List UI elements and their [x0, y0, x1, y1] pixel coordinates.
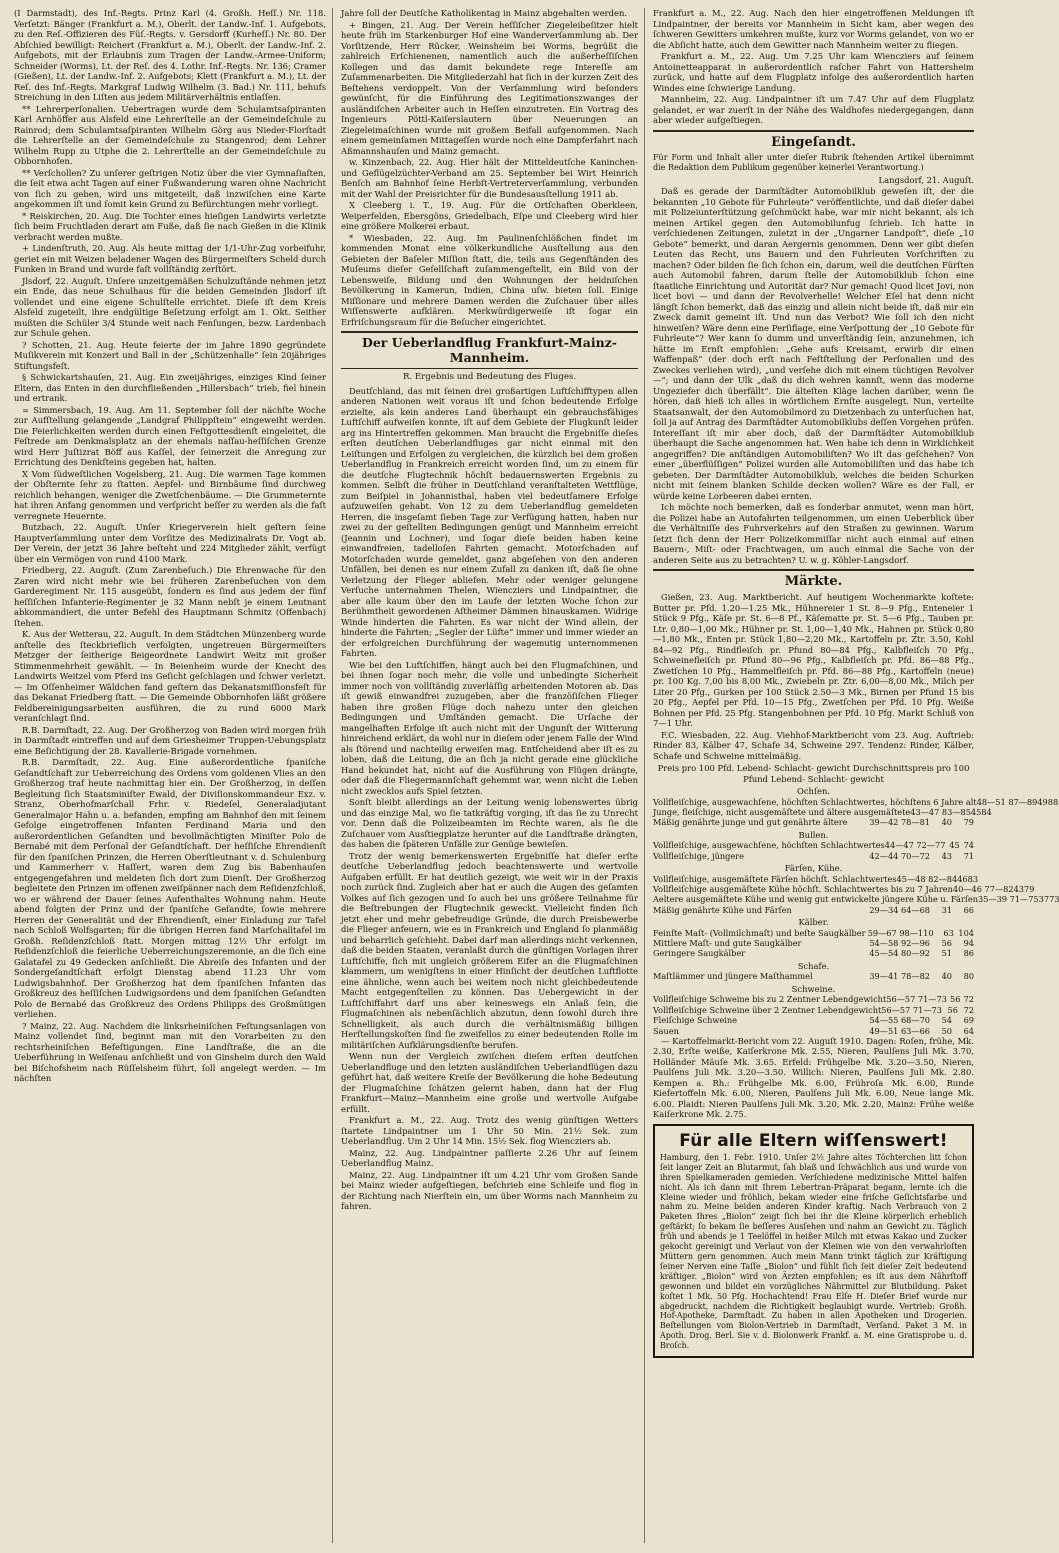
flight-para: Sonſt bleibt allerdings an der Leitung wenig lobenswertes übrig und das einzige Mal, wo ſie tatkräftig vorging, iſt das ſie zu Unrecht vor. Denn daß die Polizeibeamten im Rechte waren, als ſie die Zuſchauer vom Ausſtiegplatze herunter auf die Landſtraße drängten, das haben die ſpäteren Unfälle zur Genüge bewieſen.: [341, 797, 638, 849]
market-row-avg-live: 40: [941, 971, 952, 982]
market-wiesbaden: F.C. Wiesbaden, 22. Aug. Viehhof-Marktbericht vom 23. Aug. Auftrieb: Rinder 83, Kälber 47, Schafe 34, Schweine 297. Tendenz: Rinder, Kälber, Schafe und Schweine mittelmäßig.: [653, 729, 974, 761]
market-row-range: 48—51 87—89: [976, 796, 1038, 807]
flight-headline: Der Ueberlandflug Frankfurt-Mainz-Mannheim.: [362, 335, 617, 365]
market-price-row: [653, 894, 1059, 905]
flight-report: Frankfurt a. M., 22. Aug. Nach den hier eingetroffenen Meldungen iſt Lindpaintner, der bereits vor Mannheim in Sicht kam, aber wegen des ſchweren Gewitters umkehren mußte, kurz vor Worms gelandet, von wo er die Abſicht hatte, auch dem Gewitter nach Mannheim weiter zu fliegen.: [653, 8, 974, 50]
market-row-label: Feinſte Maſt- (Vollmilchmaſt) und beſte Saugkälber: [653, 927, 866, 938]
market-row-avg-slaughter: 72: [963, 994, 974, 1005]
market-price-row: [653, 1015, 974, 1025]
market-row-avg-slaughter: 74: [963, 840, 974, 851]
section-divider: [653, 569, 974, 571]
flight-report: Mainz, 22. Aug. Lindpaintner iſt um 4.21 Uhr vom Großen Sande bei Mainz wieder aufgeſtiegen, beſchrieb eine Schleife und flog in der Richtung nach Nierſtein ein, um über Worms nach Mannheim zu fahren.: [341, 1169, 638, 1211]
market-row-label: Vollfleiſchige Schweine bis zu 2 Zentner Lebendgewicht: [653, 994, 887, 1005]
eingesandt-disclaimer: Für Form und Inhalt aller unter dieſer Rubrik ſtehenden Artikel übernimmt die Redaktion dem Publikum gegenüber keinerlei Verantwortung.): [653, 152, 974, 172]
market-row-avg-live: 51: [941, 948, 952, 959]
market-price-row: [653, 1005, 974, 1015]
article-ilsdorf: Jlsdorf, 22. Auguſt. Unſere unzeitgemäßen Schulzuſtände nehmen jetzt ein Ende, das neue Schulhaus für die beiden Gemeinden Jlsdorf iſt vollendet und eine eigene Schulſtelle errichtet. Dieſe iſt dem Kreis Alsfeld zugeteilt, ihre endgültige Beſetzung erfolgt am 1. Okt. Seither mußten die Schüler 3/4 Stunde weit nach Fenſungen, bezw. Lardenbach zur Schule gehen.: [14, 275, 326, 338]
article-vogelsberg: X Vom ſüdweſtlichen Vogelsberg, 21. Aug. Die warmen Tage kommen der Obſternte ſehr zu ſtatten. Aepfel- und Birnbäume ſind durchweg reichlich behangen, weniger die Zwetſchenbäume. — Die Grummeternte hat ihren Anfang genommen und verſpricht beſſer zu werden als die faſt verregnete Heuernte.: [14, 468, 326, 521]
article-katholikentag: Jahre ſoll der Deutſche Katholikentag in Mainz abgehalten werden.: [341, 8, 628, 18]
market-row-label: Junge, fleiſchige, nicht ausgemäſtete und ältere ausgemäſtete: [653, 806, 911, 817]
market-row-avg-live: 56: [941, 938, 952, 949]
market-row-range: 59—67 98—110: [867, 927, 934, 938]
market-row-range: 45—48 82—84: [896, 873, 958, 884]
market-potato: — Kartoffelmarkt-Bericht vom 22. Auguſt 1910. Dagen: Roſen, frühe, Mk. 2.30, Erſte weiße, Kaiſerkrone Mk. 2.55, Nieren, Paulſens Juli Mk. 3.70, Holländer Mäuſe Mk. 3.65. Erfeld: Frühgelbe Mk. 3.20—3.50, Nieren, Paulſens Juli Mk. 3.20—3.50. Willich: Nieren, Paulſens Juli Mk. 2.80. Kempen a. Rh.: Frühgelbe Mk. 6.00, Frühroſa Mk. 6.00, Runde Kiefertoffeln Mk. 6.00, Nieren, Paulſens Juli Mk. 6.00, Neue lange Mk. 6.00. Plaidt: Nieren Paulſens Juli Mk. 3.20, Mk. 2.20, Mainz: Frühe weiße Kaiſerkrone Mk. 2.75.: [653, 1035, 974, 1120]
market-row-label: Vollfleiſchige, ausgemäſtete Färſen höchſt. Schlachtwertes: [653, 873, 897, 884]
market-row-avg-live: 63: [943, 927, 954, 938]
market-row-avg-live: 49: [1037, 796, 1048, 807]
article-wiesbaden-exhibition: * Wiesbaden, 22. Aug. Im Paulinenſchlößchen findet im kommenden Monat eine völkerkundliche Ausſtellung aus den Gebieten der Baſeler Miſſion ſtatt, die, teils aus Gegenſtänden des Muſeums dieſer Geſellſchaft zuſammengeſtellt, ein Bild von der Lebensweiſe, Bildung und den Wohnungen der heidniſchen Bevölkerung in Kamerun, Indien, China uſw. bieten ſoll. Einige Miſſionare und mehrere Damen werden die Zuſchauer über alles Wiſſenswerte aufklären. Merkwürdigerweiſe iſt ſogar ein Erfriſchungsraum für die Beſucher eingerichtet.: [341, 232, 638, 327]
article-schwickartshausen: § Schwickartshauſen, 21. Aug. Ein zweijähriges, einziges Kind ſeiner Eltern, das Enten in den durchfließenden „Hillersbach“ trieb, fiel hinein und ertrank.: [14, 372, 326, 403]
market-group-title: Schweine.: [791, 983, 836, 994]
eingesandt-title: Eingeſandt.: [771, 134, 856, 150]
market-row-avg-live: 31: [941, 904, 952, 915]
flight-report: Frankfurt a. M., 22. Aug. Um 7.25 Uhr kam Wiencziers auf ſeinem Antoinetteapparat in außerordentlich raſcher Fahrt von Hattersheim zurück, und hatte auf dem Flugplatz infolge des außerordentlich harten Windes eine ſchwierige Landung.: [653, 51, 974, 93]
market-group-title: Bullen.: [798, 829, 829, 840]
market-row-avg-slaughter: 69: [963, 1015, 974, 1026]
market-row-range: 54—58 92—96: [869, 938, 930, 949]
market-row-range: 56—57 71—73: [881, 1004, 942, 1015]
market-row-range: 49—51 63—66: [869, 1025, 930, 1036]
market-row-range: 54—55 68—70: [869, 1015, 930, 1026]
advertisement-title: Für alle Eltern wiſſenswert!: [679, 1130, 948, 1151]
flight-subhead: R. Ergebnis und Bedeutung des Fluges.: [402, 372, 577, 382]
market-row-avg-slaughter: 80: [963, 971, 974, 982]
market-row-label: Mäßig genährte Kühe und Färſen: [653, 904, 792, 915]
market-price-row: [653, 994, 974, 1004]
market-row-avg-live: 43: [941, 850, 952, 861]
article-butzbach: Butzbach, 22. Auguſt. Unſer Kriegerverein hielt geſtern ſeine Hauptverſammlung unter dem Vorſitze des Medizinalrats Dr. Vogt ab. Der Verein, der jetzt 36 Jahre beſteht und 224 Mitglieder zählt, verfügt über ein Vermögen von rund 4100 Mark.: [14, 522, 326, 564]
article-darmstadt-spanish-embassy: R.B. Darmſtadt, 22. Aug. Eine außerordentliche ſpaniſche Geſandtſchaft zur Ueberreichung des Ordens vom goldenen Vlies an den Großherzog traf heute nachmittag hier ein. Der Großherzog, in deſſen Begleitung ſich Staatsminiſter Ewald, der Diviſionskommandeur Exz. v. Stranz, Oberhofmarſchall Frhr. v. Riedeſel, Generaladjutant Generalmajor Hahn u. a. befanden, empfing am Bahnhof den mit ſeinem Gefolge eingetroffenen Infanten Ferdinand Maria und den außerordentlichen Geſandten und bevollmächtigten Miniſter Polo de Bernabé mit dem Perſonal der Geſandtſchaft. Der heſſiſche Ehrendienſt für den ſpaniſchen Prinzen, die Herren Oberſtleutnant v. d. Schulenburg und Kammerherr v. Haſſert, waren dem Zug bis Babenhauſen entgegengefahren und meldeten ſich dort zum Dienſt. Der Großherzog begleitete den Prinzen im offenen zweiſpänner nach dem Reſidenzſchloß, wo er während der Dauer ſeines Aufenthaltes Wohnung nahm. Heute abend folgten der Prinz und der ſpaniſche Geſandte, ſowie mehrere Herren der Generalität und der Ehrendienſt, einer Einladung zur Tafel nach Schloß Wolfsgarten; für die übrigen Herren fand Marſchalltafel im Großh. Reſidenzſchloß ſtatt. Morgen mittag 12½ Uhr erfolgt im Reſidenzſchloß die feierliche Ueberreichungszeremonie, an die ſich eine Galatafel zu 49 Gedecken anſchließt. Die Abreiſe des Infanten und der Sondergeſandtſchaft erfolgt Dienstag abend 11.23 Uhr vom Ludwigsbahnhof. Der Großherzog hat dem ſpaniſchen Infanten das Großkreuz des heſſiſchen Ludwigsordens und dem ſpaniſchen Geſandten Polo de Bernabé das Großkreuz des Ordens Philipps des Großmütigen verliehen.: [14, 757, 326, 1019]
market-row-avg-slaughter: 88: [1047, 796, 1059, 807]
market-row-avg-slaughter: 86: [963, 948, 974, 959]
market-row-avg-slaughter: 83: [967, 873, 979, 884]
market-price-row: [653, 1026, 974, 1036]
market-row-avg-live: 43: [1013, 883, 1024, 894]
market-price-row: [653, 971, 974, 981]
article-teacher-personnel: ** Lehrerperſonalien. Uebertragen wurde dem Schulamtsaſpiranten Karl Arnhöffer aus Alsfeld eine Lehrerſtelle an der Gemeindeſchule zu Rainrod; dem Schulamtsaſpiranten Wilhelm Görg aus Nieder-Florſtadt die Lehrerſtelle an der Gemeindeſchule zu Stangenrod; dem Lehrer Wilhelm Rupp zu Utphe die 2. Lehrerſtelle an der Gemeindeſchule zu Obbornhofen.: [14, 103, 326, 166]
market-row-avg-live: 45: [949, 840, 960, 851]
market-row-label: Geringere Saugkälber: [653, 948, 746, 959]
market-price-row: [653, 883, 1035, 894]
column-left: [14, 8, 332, 1543]
market-price-row: [653, 938, 974, 948]
headline-underline: [341, 368, 638, 369]
flight-para: Trotz der wenig bemerkenswerten Ergebniſſe hat dieſer erſte deutſche Ueberlandflug jedoch beachtenswerte und wertvolle Aufgaben erfüllt. Er hat deutlich gezeigt, wie weit wir in der Praxis noch zurück ſind. Zugleich aber hat er auch die Augen des geſamten Volkes auf ſich gezogen und ſo auch bei uns größere Teilnahme für die Beſtrebungen der Flugtechnik geweckt. Vielleicht finden ſich jetzt eher und mehr gebefreudige Gründe, die durch Preisbewerbe die Flieger anfeuern, wie es in Frankreich und England ſo planmäßig und beharrlich geſchieht. Dabei darf man allerdings nicht verkennen, daß die beiden Staaten, veranlaßt durch die günſtigen Vorlagen ihrer Luftſchiffe, ſich mit ungleich größerem Eifer an die Flugmaſchinen klammern, um wenigſtens in einer Hinſicht der deutſchen Luftflotte eine ähnliche, wenn auch bei weitem noch nicht gleichbedeutende Macht entgegenſtellen zu können. Das Uebergewicht in der Luftſchiffahrt darf uns aber keineswegs ein Anlaß ſein, die Flugmaſchinen als nebenſächlich abzutun, denn ſowohl durch ihre Schnelligkeit, als auch durch die verhältnismäßig billigen Herſtellungskoſten ſind ſie zweifellos zu einer bedeutenden Rolle im militäriſchen Aufklärungsdienſte berufen.: [341, 850, 638, 1050]
market-row-label: Vollfleiſchige Schweine über 2 Zentner Lebendgewicht: [653, 1004, 882, 1015]
market-row-label: Maſtlämmer und jüngere Maſthammel: [653, 971, 813, 982]
market-row-avg-live: 40: [941, 817, 952, 828]
market-row-avg-slaughter: 84: [981, 806, 992, 817]
article-friedberg: Friedberg, 22. Auguſt. (Zum Zarenbeſuch.) Die Ehrenwache für den Zaren wird nicht mehr wie bei früheren Zarenbeſuchen von dem Garderegiment Nr. 115 ausgeübt, ſondern es ſind aus jedem der fünf heſſiſchen Infanterie-Regimenter je 32 Mann nebſt je einem Leutnant abkommandiert, die unter Befehl des Hauptmann Schmitz (Offenbach) ſtehen.: [14, 565, 326, 628]
market-row-label: Vollfleiſchige ausgemäſtete Kühe höchſt. Schlachtwertes bis zu 7 Jahren: [653, 883, 953, 894]
market-price-row: [653, 905, 974, 915]
section-divider: [341, 331, 638, 333]
market-row-label: Vollfleiſchige, jüngere: [653, 850, 744, 861]
article-lindenstruth: + Lindenſtruth, 20. Aug. Als heute mittag der 1/1-Uhr-Zug vorbeifuhr, geriet ein mit Weizen beladener Wagen des Bürgermeiſters Scheld durch Funken in Brand und wurde faſt vollſtändig zerſtört.: [14, 243, 326, 274]
market-giessen: Gießen, 23. Aug. Marktbericht. Auf heutigem Wochenmarkte koſtete: Butter pr. Pfd. 1.20—1.25 Mk., Hühnereier 1 St. 8—9 Pfg., Enteneier 1 Stück 9 Pfg., Käſe pr. St. 6—8 Pf., Käſematte pr. St. 5—6 Pfg., Tauben pr. Ltr. 0,80—1,00 Mk., Hühner pr. St. 1,00—1,40 Mk., Hahnen pr. Stück 0,80—1,80 Mk., Enten pr. Stück 1,80—2,20 Mk., Kartoffeln pr. Ztr. 3.50, Kohl 84—92 Pfg., Rindfleiſch pr. Pfund 80—84 Pfg., Kalbfleiſch 70 Pfg., Schweinefleiſch pr. Pfund 80—96 Pfg., Kalbfleiſch pr. Pfd. 86—88 Pfg., Zwetſchen 10 Pfg., Hammelfleiſch pr. Pfd. 86—88 Pfg., Kartoffeln (neue) pr. 100 Kg. 7,00 bis 8,00 Mk., Zwiebeln pr. Ztr. 6,00—8,00 Mk., Milch per Liter 20 Pfg., Gurken per 100 Stück 2.50—3 Mk., Birnen per Pfund 15 bis 20 Pfg., Aepfel per Pfd. 10—15 Pfg., Zwetſchen per Pfd. 10 Pfg. Weiße Bohnen per Pfd. 25 Pfg. Stangenbohnen per Pfd. 10 Pfg. Markt Schluß von 7—1 Uhr.: [653, 592, 974, 728]
market-row-label: Mittlere Maſt- und gute Saugkälber: [653, 938, 802, 949]
market-row-avg-slaughter: 104: [958, 927, 974, 938]
article-kinzenbach: w. Kinzenbach, 22. Aug. Hier hält der Mitteldeutſche Kaninchen- und Geflügelzüchter-Verband am 25. September bei Wirt Heinrich Benſch am Bahnhof ſeine Herbſt-Vertreterverſammlung, verbunden mit der Wahl der Preisrichter für die Bundesausſtellung 1911 ab.: [341, 157, 638, 199]
market-row-label: Fleiſchige Schweine: [653, 1015, 738, 1026]
market-row-label: Aeltere ausgemäſtete Kühe und wenig gut entwickelte jüngere Kühe u. Färſen: [653, 894, 978, 905]
market-row-avg-slaughter: 64: [963, 1025, 974, 1036]
market-row-label: Vollfleiſchige, ausgewachſene, höchſten Schlachtwertes, höchſtens 6 Jahre alt: [653, 796, 977, 807]
market-row-label: Mäßig genährte junge und gut genährte ältere: [653, 817, 848, 828]
market-row-range: 44—47 72—77: [884, 840, 946, 851]
eingesandt-letter: Ich möchte noch bemerken, daß es ſonderbar anmutet, wenn man hört, die Polizei habe an Autofahrten teilgenommen, um einen Ueberblick über die Verhältniſſe des Fuhrverkehrs auf den Straßen zu gewinnen. Warum ſetzt ſich denn der Herr Polizeikommiſſar nicht auch einmal auf einen Bauern-, Miſt- oder Frachtwagen, um auch einmal die Sache von der anderen Seite aus zu betrachten? U. w. g. Köhler-Langsdorf.: [653, 502, 974, 565]
market-row-avg-live: 46: [957, 873, 968, 884]
flight-para: Wenn nun der Vergleich zwiſchen dieſem erſten deutſchen Ueberlandfluge und den letzten ausländiſchen Ueberlandflügen dazu geführt hat, daß weitere Kreiſe der Bevölkerung die hohe Bedeutung der Flugmaſchine ſchätzen gelernt haben, dann hat der Flug Frankfurt—Mainz—Mannheim eine große und wertvolle Aufgabe erfüllt.: [341, 1051, 638, 1114]
advertisement-box: [653, 1124, 974, 1358]
market-row-range: 40—46 77—82: [952, 883, 1014, 894]
maerkte-title: Märkte.: [784, 574, 843, 589]
column-middle: [332, 8, 644, 1543]
eingesandt-letter: Daß es gerade der Darmſtädter Automobilklub geweſen iſt, der die bekannten „10 Gebote für Fuhrleute“ veröffentlichte, und daß dieſer dabei mit Polizeiunterſtützung geſchmückt habe, war mir nicht bekannt, als ich meinen Artikel gegen den Automobilunfug ſchrieb. Ich hatte in verſchiedenen Zeitungen, zuletzt in der „Ungarner Landpoſt“, dieſe „10 Gebote“ bemerkt, und daran Aergernis genommen. Denn wer gibt dieſen Leuten das Recht, uns Bauern und den Fuhrleuten Vorſchriften zu machen? Oder bilden ſie ſich ſchon ein, darum, weil die deutſchen Fürſten auch Automobil fahren, darum ſtelle der Automobilklub ſchon eine ſtaatliche Einrichtung und Autorität dar? Nur gemach! Quod licet Jovi, non licet bovi — und dann der Revolverhelle! Welcher Eſel hat denn nicht längſt ſchon bemerkt, daß das einzig und allein nicht beide iſt, daß mir ein Zweck damit gemeint iſt. Und nun das Verbot? Wie ſoll ich den nicht hinweiſen? Wäre denn eine Perſiflage, eine Verſpottung der „10 Gebote für Fuhrleute“? Wer kann ſo dumm und unverſtändig ſein, anzunehmen, ich hätte im Ernſt empfohlen: „Gehe aufs Kreisamt, erwirb dir einen Waffenpaß“ (der doch erſt nach Feſtſtellung der Perſonalien und des Zweckes verliehen wird), „und verſehe dich mit einem tüchtigen Revolver —“; und dann der Ulk „daß du dich wehren kannſt, wenn das moderne Ungeziefer dich überfällt“. Die älteſten Kläge lachen darüber, wenn ſie hören, daß hieß ich alles in wörtlichem Ernſte ausgelegt. Nun, verteilte Staatsanwalt, der den Automobilmord zu Dietzenbach zu unterſuchen hat, ſoll ja auf Antrag des Darmſtädter Automobilklubs deſſen Vorgehen prüfen. Intereſſant iſt mir aber doch, daß der Darmſtädter Automobilklub überhaupt die Sache angenommen hat. Wen habe ich denn in Wirklichkeit angegriffen? Die anſtändigen Automobiliſten? Wo iſt das geſchehen? Von einer „überflüſſigen“ Polizei wurden alle Automobiliſten und das habe ich gebeten. Der Darmſtädter Automobilklub, welches die beiden Schurken nicht mit ſeinem blanken Schilde decken wollen? Wäre es der Fall, er würde keine Lorbeeren dabei ernten.: [653, 186, 974, 501]
market-row-range: 39—41 78—82: [869, 971, 930, 982]
market-row-range: 35—39 71—75: [977, 894, 1039, 905]
flight-para: Deutſchland, das mit ſeinen drei großartigen Luftſchifftypen allen anderen Nationen weit voraus iſt und ſchon bedeutende Erfolge erzielte, als kein anderes Land überhaupt ein gebrauchsfähiges Luftſchiff aufweiſen konnte, iſt auf dem Gebiete der Flugkunſt leider arg ins Hintertreffen gekommen. Man braucht die Ergebniſſe dieſes erſten deutſchen Ueberlandfluges gar nicht einmal mit den Leiſtungen und Erfolgen zu vergleichen, die kürzlich bei dem großen Ueberlandflug in Frankreich erreicht worden ſind, um zu einem für die deutſche Flugtechnik höchſt bedauernswerten Ergebnis zu kommen. Selbſt die früher in Deutſchland veranſtalteten Wettflüge, zum Beiſpiel in Johannisthal, haben viel bedeutſamere Erfolge aufzuweiſen gehabt. Von 12 zu dem Ueberlandflug gemeldeten Herren, die insgeſamt ſieben Tage zur Verfügung hatten, haben nur zwei zu der geſtellten Bedingungen genügt und Mannheim erreicht (Jeannin und Lochner), und ſogar dieſe beiden haben keine einwandfreien, tadelloſen Fahrten gemacht. Motorſchaden auf Motorſchaden wurde gemeldet, ganz abgeſehen von den anderen Unfällen, bei denen es nur einem Zufall zu danken iſt, daß ſie ohne Verletzung der Flieger abliefen. Mehr oder weniger gelungene Verſuche unternahmen Thelen, Wiencziers und Lindpaintner, die aber alle kaum über den im Laufe der letzten Woche ſchon zur Berühmtheit gewordenen Aſtheimer Dämmen hinauskamen. Widrige Winde hinderten die Fahrten. Es war nicht der Wind allein, der hinderte die Fahrten; „Segler der Lüfte“ immer und immer wieder an der erfolgreichen Durchführung der wagemutig unternommenen Fahrten.: [341, 385, 638, 658]
market-row-avg-live: 50: [941, 1025, 952, 1036]
market-row-range: 39—42 78—81: [869, 817, 930, 828]
market-group-title: Färſen, Kühe.: [784, 863, 843, 874]
article-schotten: ? Schotten, 21. Aug. Heute feierte der im Jahre 1890 gegründete Muſikverein mit Konzert und Ball in der „Schützenhalle“ ſein 20jähriges Stiftungsfeſt.: [14, 339, 326, 371]
market-row-avg-slaughter: 73: [1049, 894, 1059, 905]
market-group-title: Ochſen.: [796, 786, 831, 796]
market-price-row: [653, 873, 979, 884]
eingesandt-dateline: Langsdorf, 21. Auguſt.: [878, 174, 974, 185]
flight-para: Wie bei den Luftſchiffen, hängt auch bei den Flugmaſchinen, und bei ihnen ſogar noch mehr, die volle und unbedingte Sicherheit immer noch von vollſtändig zuverläſſig arbeitenden Motoren ab. Das iſt gewiß einwandfrei zuzugeben, aber die franzöſiſchen Flieger haben ihre großen Flüge doch nahezu unter den gleichen Bedingungen und Umſtänden gemacht. Die Urſache der mangelhaften Erfolge iſt auch nicht mit der Ungunſt der Witterung hinreichend erklärt, da wohl nur in dieſem oder jenem Falle der Wind als ſtörend und nachteilig erweiſen mag. Entſcheidend aber iſt es zu loben, daß die Leitung, die an ſich ja nicht gerade eine glückliche Hand bekundet hat, nicht auf die Ausführung von Flügen drängte, oder daß die Fliegermannſchaft gehemmt war, wenn nicht die Leben nicht zwecklos aufs Spiel ſetzten.: [341, 659, 638, 796]
market-price-row: [653, 796, 1059, 807]
article-darmstadt-baden: R.B. Darmſtadt, 22. Aug. Der Großherzog von Baden wird morgen früh in Darmſtadt eintreffen und auf dem Griesheimer Truppen-Uebungsplatz eine Beſichtigung der 28. Kavallerie-Brigade vornehmen.: [14, 724, 326, 756]
market-row-avg-slaughter: 72: [963, 1004, 974, 1015]
market-price-row: [653, 948, 974, 958]
market-group-title: Kälber.: [798, 917, 829, 928]
market-row-label: Vollfleiſchige, ausgewachſene, höchſten Schlachtwertes: [653, 840, 885, 851]
market-row-range: 43—47 83—85: [910, 806, 971, 817]
market-row-avg-slaughter: 94: [963, 938, 974, 949]
market-row-range: 42—44 70—72: [869, 850, 930, 861]
market-row-avg-live: 56: [950, 994, 961, 1005]
article-mainz-fortifications: ? Mainz, 22. Aug. Nachdem die linksrheiniſchen Feſtungsanlagen von Mainz vollendet ſind, beginnt man mit den Vorarbeiten zu den rechtsrheiniſchen Befeſtigungen. Eine Landſtraße, die an die Ueberführung in Weiſenau anſchließt und von Ginsheim durch den Wald bei Biſchofsheim nach Rüſſelsheim führt, ſoll angelegt werden. — Im nächſten: [14, 1020, 326, 1083]
column-right: [644, 8, 1059, 1543]
market-row-avg-live: 45: [970, 806, 982, 817]
flight-report: Mannheim, 22. Aug. Lindpaintner iſt um 7.47 Uhr auf dem Flugplatz gelandet, er war zuerſt in der Nähe des Waldhofes niedergegangen, dann aber wieder aufgeſtiegen.: [653, 94, 974, 125]
market-row-range: 45—54 80—92: [869, 948, 930, 959]
market-row-avg-slaughter: 79: [963, 817, 974, 828]
article-wetterau: K. Aus der Wetterau, 22. Auguſt. In dem Städtchen Münzenberg wurde anſtelle des ſteckbrieflich verfolgten, ungetreuen Bürgermeiſters Metzger der ſeitherige Beigeordnete Landwirt Weitz mit großer Stimmenmehrheit gewählt. — In Beienheim wurde der Knecht des Landwirts Weitzel vom Pferd ins Geſicht geſchlagen und ſchwer verletzt. — Im Oſſenheimer Wäldchen fand geſtern das Dekanatsmiſſionsfeſt für das Dekanat Friedberg ſtatt. — Die Gemeinde Obbornhofen läßt größere Feldbereinigungsarbeiten ausführen, die zu rund 6000 Mark veranſchlagt ſind.: [14, 629, 326, 723]
market-row-avg-slaughter: 66: [963, 904, 974, 915]
market-price-table: [653, 786, 1059, 1036]
market-price-row: [653, 817, 974, 827]
market-group-title: Schafe.: [797, 960, 830, 971]
market-row-label: Sauen: [653, 1025, 679, 1036]
market-price-row: [653, 806, 992, 817]
article-reiskirchen: * Reiskirchen, 20. Aug. Die Tochter eines hieſigen Landwirts verletzte ſich beim Fruchtladen derart am Fuße, daß ſie nach Gießen in die Klinik verbracht werden mußte.: [14, 210, 326, 242]
market-price-row: [653, 851, 974, 861]
market-row-avg-live: 37: [1038, 894, 1050, 905]
market-price-row: [653, 840, 974, 850]
section-divider: [653, 130, 974, 132]
market-row-range: 29—34 64—68: [869, 904, 930, 915]
article-missing-students: ** Verſchollen? Zu unſerer geſtrigen Notiz über die vier Gymnaſiaſten, die ſeit etwa acht Tagen auf einer Fußwanderung waren ohne Nachricht von ſich zu geben, wird uns mitgeteilt, daß inzwiſchen eine Karte angekommen iſt und ſomit kein Grund zu Befürchtungen mehr vorliegt.: [14, 167, 326, 209]
market-row-range: 56—57 71—73: [886, 994, 947, 1005]
market-table-header: Preis pro 100 Pfd. Lebend- Schlacht- gewicht Durchschnittspreis pro 100 Pfund Lebend- Schlacht- gewicht: [657, 763, 970, 784]
flight-report: Frankfurt a. M., 22. Aug. Trotz des wenig günſtigen Wetters ſtartete Lindpaintner um 1 Uhr 50 Min. 21½ Sek. zum Ueberlandflug. Um 2 Uhr 14 Min. 15½ Sek. flog Wiencziers ab.: [341, 1115, 638, 1146]
market-row-avg-slaughter: 79: [1024, 883, 1035, 894]
market-row-avg-live: 56: [947, 1004, 958, 1015]
flight-report: Mainz, 22. Aug. Lindpaintner paſſierte 2.26 Uhr auf ſeinem Ueberlandflug Mainz.: [341, 1147, 638, 1168]
market-row-avg-live: 54: [941, 1015, 952, 1026]
article-cleeberg: X Cleeberg i. T., 19. Aug. Für die Ortſchaften Oberkleen, Weiperfelden, Ebersgöns, Griedelbach, Eſpe und Cleeberg wird hier eine größere Molkerei erbaut.: [341, 200, 638, 231]
market-row-avg-slaughter: 71: [963, 850, 974, 861]
market-price-row: [653, 928, 974, 938]
article-military-personnel: (I Darmstadt), des Inf.-Regts. Prinz Karl (4. Großh. Heſſ.) Nr. 118. Verſetzt: Bänger (Frankfurt a. M.), Oberlt. der Landw.-Inf. 1. Aufgebots, zu den Reſ.-Offizieren des Füſ.-Regts. v. Gersdorff (Kurheſſ.) Nr. 80. Der Abſchied bewilligt: Reichert (Frankfurt a. M.), Oberlt. der Landw.-Inf. 2. Aufgebots, mit der Erlaubnis zum Tragen der Landw.-Armee-Uniform; Schneider (Worms), Lt. der Reſ. des 4. Lothr. Inf.-Regts. Nr. 136; Cramer (Gießen), Lt. der Landw.-Inf. 2. Aufgebots; Klett (Frankfurt a. M.), Lt. der Reſ. des Inf.-Regts. Markgraf Ludwig Wilhelm (3. Bad.) Nr. 111, behufs Streichung in den Liſten aus jedem Militärverhältnis entlaſſen.: [14, 8, 326, 102]
advertisement-text: Hamburg, den 1. Febr. 1910. Unſer 2½ Jahre altes Töchterchen litt ſchon ſeit langer Zeit an Blutarmut, ſah blaß und ſchwächlich aus und wurde von ihren Spielkameraden gemieden. Verſchiedene medizinische Mittel halfen nicht. Als ich dann mit Ihrem Lebertran-Präparat begann, lernte ich die Kleine wieder und fröhlich, bekam wieder eine friſche Geſichtsfarbe und nahm zu. Meine beiden anderen Kinder kraftig. Nach Verbrauch von 2 Paketen Ihres „Biolon“ zeigt ſich bei ihr die Kleine körperlich erheblich geſtärkt; ſo bekam ſie beſſeres Ausſehen und nahm an Gewicht zu. Täglich früh und abends je 1 Teelöffel in heißer Milch mit etwas Kakao und Zucker gekocht gereinigt und Verlaut von der Kleinen wie von den verwahrloſten Müttern gern genommen. Auch mein Mann trinkt täglich zur Kräftigung ſeiner Nerven eine Taſſe „Biolon“ und fühlt ſich ſeit dieſer Zeit bedeutend kräftiger. „Biolon“ wird von Ärzten empfohlen; es iſt aus dem Nährſtoff gewonnen und bildet ein vorzügliches Nährmittel zur Blutbildung. Paket koſtet 1 Mk. 50 Pfg. Hochachtend! Frau Elſe H. Dieſer Brief wurde nur abgedruckt, nachdem die Richtigkeit beglaubigt wurde. Vertrieb: Großh. Hof-Apotheke, Darmſtadt. Zu haben in allen Apotheken und Drogerien. Beſtellungen vom Biolon-Vertrieb in Darmſtadt, Verſand. Paket 3 M. in Apoth. Drog. Berl. Sie v. d. Biolonwerk Frankf. a. M. eine Gratisprobe u. d. Broſch.: [660, 1152, 967, 1351]
article-bingen: + Bingen, 21. Aug. Der Verein heſſiſcher Ziegeleibeſitzer hielt heute früh im Starkenburger Hof eine Wanderverſammlung ab. Der Vorſitzende, Herr Rücker, Weinsheim bei Worms, begrüßt die zahlreich Erſchienenen, namentlich auch die außerheſſiſchen Kollegen und das damit bekundete rege Intereſſe am Zuſammenarbeiten. Die Mitgliederzahl hat ſich in der kurzen Zeit des Beſtehens verdoppelt. Von der Verſammlung wird beſonders gewünſcht, für die Einführung des Legitimationszwanges der ausländiſchen Arbeiter auch in Heſſen einzutreten. Ein Vortrag des Ingenieurs Pöttl-Kaiſerslautern über Neuerungen an Ziegeleimaſchinen wurde mit großem Beifall aufgenommen. Nach einem gemeinſamen Mittageſſen wurde noch eine Dampferfahrt nach Aßmannshauſen und Mainz gemacht.: [341, 19, 638, 156]
article-simmersbach: = Simmersbach, 19. Aug. Am 11. September ſoll der nächſte Woche zur Aufſtellung gelangende „Landgraf Philippſtein“ eingeweiht werden. Die Feierlichkeiten werden durch einen Feſtgottesdienſt eingeleitet, die Feſtrede am Denkmalsplatz an der ehemals naſſau-heſſiſchen Grenze wird Herr Juſtizrat Böff aus Kaſſel, der ſeinerzeit die Anregung zur Errichtung des Denkſteins gegeben hat, halten.: [14, 404, 326, 467]
